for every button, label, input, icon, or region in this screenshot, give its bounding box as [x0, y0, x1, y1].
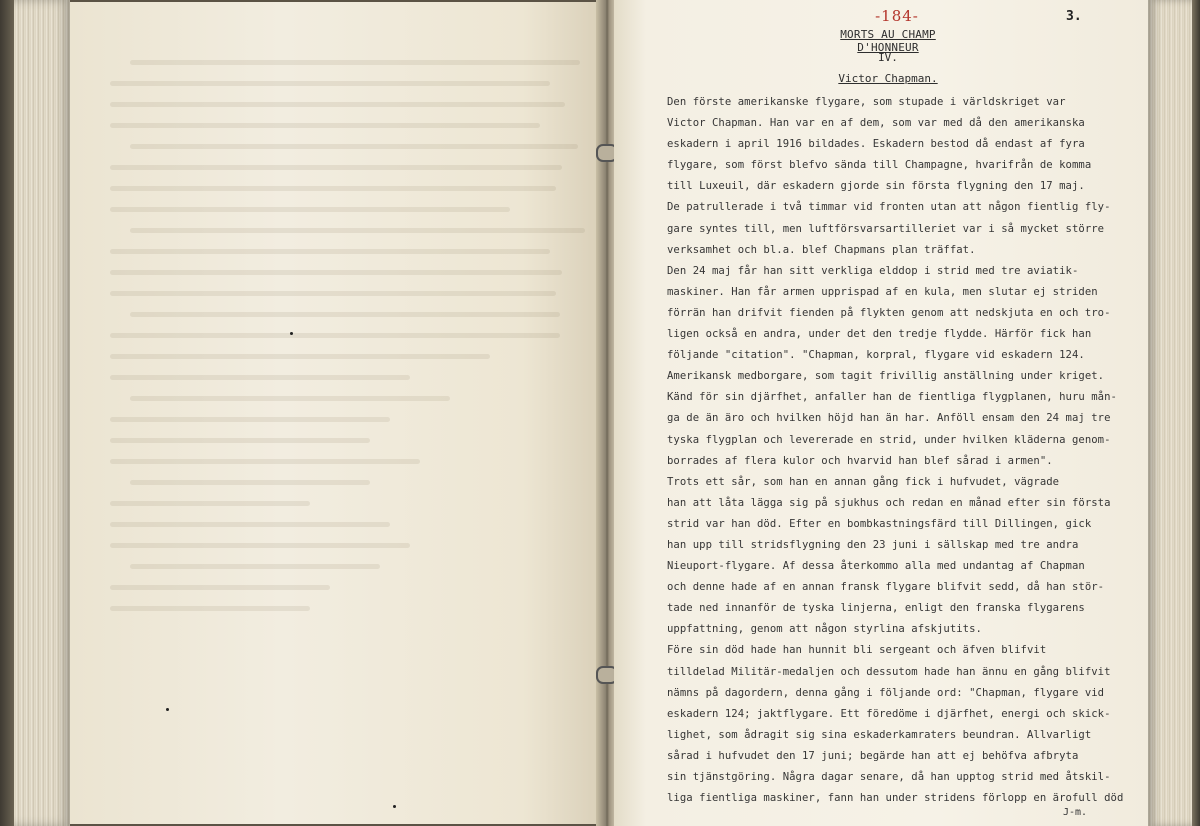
text-line: De patrullerade i två timmar vid fronten utan att någon fientlig fly- — [667, 201, 1111, 214]
show-through-line — [110, 354, 490, 359]
text-line: Victor Chapman. Han var en af dem, som var med då den amerikanska — [667, 117, 1085, 130]
show-through-line — [110, 270, 562, 275]
show-through-line — [110, 207, 510, 212]
text-line: nämns på dagordern, denna gång i följande ord: "Chapman, flygare vid — [667, 686, 1105, 699]
text-line: borrades af flera kulor och hvarvid han blef sårad i armen". — [667, 454, 1053, 467]
show-through-line — [110, 606, 310, 611]
show-through-line — [110, 291, 556, 296]
text-line: eskadern 124; jaktflygare. Ett föredöme i djärfhet, energi och skick- — [667, 707, 1111, 720]
text-line: och denne hade af en annan fransk flygare blifvit sedd, då han stör- — [667, 581, 1105, 594]
show-through-line — [110, 438, 370, 443]
text-line: eskadern i april 1916 bildades. Eskadern bestod då endast af fyra — [667, 138, 1085, 151]
text-line: Den förste amerikanske flygare, som stupade i världskriget var — [667, 96, 1066, 108]
show-through-line — [130, 564, 380, 569]
text-line: tilldelad Militär-medaljen och dessutom hade han ännu en gång blifvit — [667, 665, 1111, 678]
show-through-line — [110, 249, 550, 254]
text-line: Trots ett sår, som han en annan gång fick i hufvudet, vägrade — [667, 475, 1060, 488]
text-line: Amerikansk medborgare, som tagit frivillig anställning under kriget. — [667, 370, 1105, 383]
show-through-line — [110, 123, 540, 128]
text-line: gare syntes till, men luftförsvarsartilleriet var i så mycket större — [667, 222, 1105, 235]
ink-speck — [290, 332, 293, 335]
text-line: maskiner. Han får armen upprispad af en kula, men slutar ej striden — [667, 285, 1098, 298]
catchword: J-m. — [1063, 807, 1088, 818]
show-through-line — [110, 585, 330, 590]
text-line: flygare, som först blefvo sända till Champagne, hvarifrån de komma — [667, 159, 1092, 172]
text-line: lighet, som ådragit sig sina eskaderkamraters beundran. Allvarligt — [667, 728, 1092, 741]
show-through-line — [110, 186, 556, 191]
subject-name: Victor Chapman. — [838, 72, 938, 85]
text-line: sårad i hufvudet den 17 juni; begärde han att ej behöfva afbryta — [667, 749, 1079, 762]
ink-speck — [393, 805, 396, 808]
show-through-line — [130, 144, 578, 149]
show-through-line — [110, 501, 310, 506]
show-through-line — [110, 165, 562, 170]
typed-body-text — [667, 92, 1137, 809]
corner-number: 3. — [1066, 9, 1082, 24]
text-line: han att låta lägga sig på sjukhus och redan en månad efter sin första — [667, 496, 1111, 509]
text-line: liga fientliga maskiner, fann han under stridens förlopp en ärofull död — [667, 792, 1124, 805]
text-line: till Luxeuil, där eskadern gjorde sin första flygning den 17 maj. — [667, 180, 1085, 193]
show-through-line — [130, 396, 450, 401]
show-through-line — [110, 522, 390, 527]
section-heading: MORTS AU CHAMP D'HONNEUR — [840, 28, 936, 54]
show-through-line — [130, 312, 560, 317]
show-through-line — [110, 543, 410, 548]
text-line: ligen också en andra, under det den tredje flydde. Härför fick han — [667, 328, 1092, 341]
chapter-number: IV. — [878, 51, 898, 64]
show-through-line — [110, 81, 550, 86]
show-through-line — [110, 375, 410, 380]
text-line: ga de än äro och hvilken höjd han än har. Anföll ensam den 24 maj tre — [667, 412, 1111, 425]
text-line: strid var han död. Efter en bombkastningsfärd till Dillingen, gick — [667, 517, 1092, 530]
text-line: uppfattning, genom att någon styrlina afskjutits. — [667, 623, 982, 636]
show-through-line — [130, 228, 585, 233]
text-line: Nieuport-flygare. Af dessa återkommo alla med undantag af Chapman — [667, 560, 1085, 573]
show-through-line — [110, 102, 565, 107]
show-through-line — [110, 333, 560, 338]
ink-speck — [166, 708, 169, 711]
text-line: tade ned innanför de tyska linjerna, enligt den franska flygarens — [667, 602, 1085, 615]
show-through-line — [130, 60, 580, 65]
text-line: Den 24 maj får han sitt verkliga elddop i strid med tre aviatik- — [667, 264, 1079, 277]
show-through-line — [130, 480, 370, 485]
show-through-line — [110, 459, 420, 464]
text-line: tyska flygplan och levererade en strid, under hvilken kläderna genom- — [667, 433, 1111, 446]
text-line: verksamhet och bl.a. blef Chapmans plan träffat. — [667, 243, 976, 256]
text-line: följande "citation". "Chapman, korpral, flygare vid eskadern 124. — [667, 349, 1085, 362]
right-page-edges — [1148, 0, 1200, 826]
text-line: Före sin död hade han hunnit bli sergeant och äfven blifvit — [667, 644, 1047, 657]
left-page — [70, 2, 603, 824]
text-line: Känd för sin djärfhet, anfaller han de fientliga flygplanen, huru mån- — [667, 391, 1117, 404]
page-number: -184- — [875, 7, 919, 25]
text-line: förrän han drifvit fienden på flykten genom att nedskjuta en och tro- — [667, 306, 1111, 319]
text-line: han upp till stridsflygning den 23 juni i sällskap med tre andra — [667, 538, 1079, 551]
text-line: sin tjänstgöring. Några dagar senare, då han upptog strid med åtskil- — [667, 771, 1111, 783]
show-through-line — [110, 417, 390, 422]
left-page-edges — [0, 0, 70, 826]
